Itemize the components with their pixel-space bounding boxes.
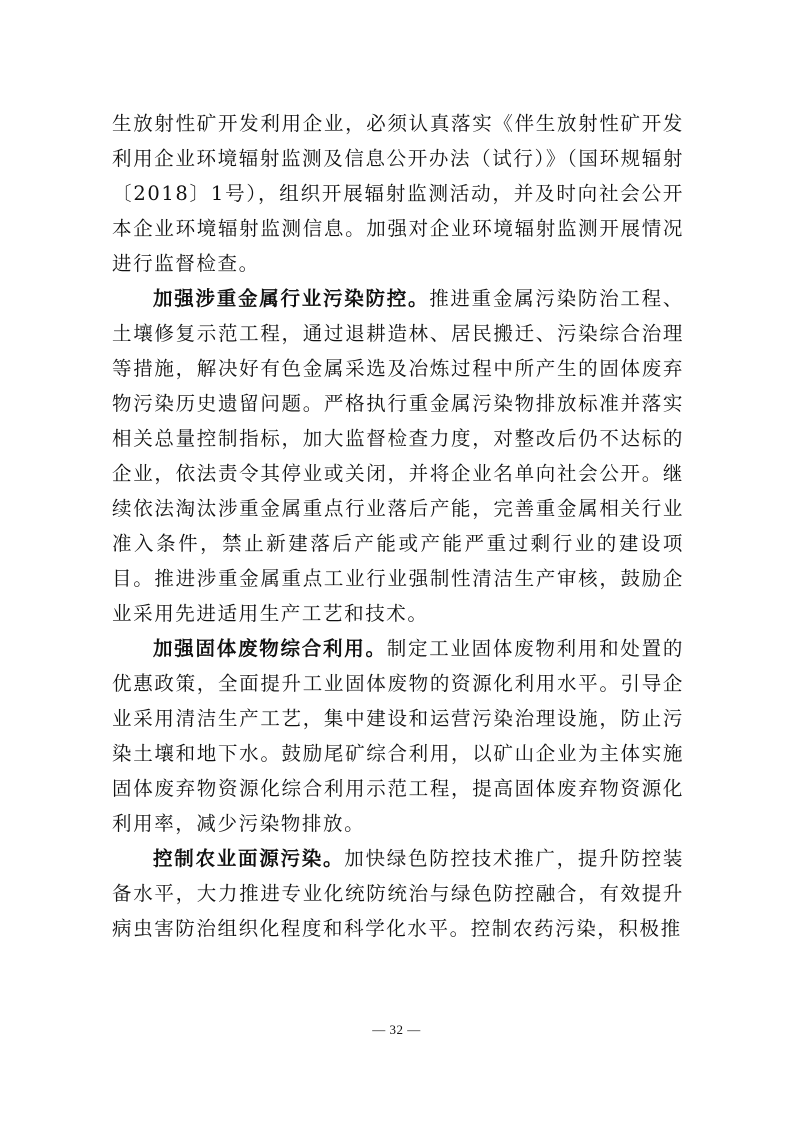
paragraph-heading: 控制农业面源污染。 (153, 847, 345, 870)
paragraph-text: 生放射性矿开发利用企业，必须认真落实《伴生放射性矿开发利用企业环境辐射监测及信息公开办法（试行）》（国环规辐射〔2018〕1号），组织开展辐射监测活动，并及时向社会公开本企业环境辐射监测信息。加强对企业环境辐射监测开展情况进行监督检查。 (112, 112, 684, 275)
page-number: — 32 — (372, 1022, 421, 1037)
body-text (112, 106, 684, 946)
paragraph-agricultural-pollution (112, 841, 684, 946)
paragraph-solid-waste-utilization (112, 631, 684, 841)
paragraph-text: 加快绿色防控技术推广，提升防控装备水平，大力推进专业化统防统治与绿色防控融合，有效提升病虫害防治组织化程度和科学化水平。控制农药污染，积极推 (112, 847, 684, 940)
paragraph-text: 制定工业固体废物利用和处置的优惠政策，全面提升工业固体废物的资源化利用水平。引导企业采用清洁生产工艺，集中建设和运营污染治理设施，防止污染土壤和地下水。鼓励尾矿综合利用，以矿山企业为主体实施固体废弃物资源化综合利用示范工程，提高固体废弃物资源化利用率，减少污染物排放。 (112, 637, 684, 835)
paragraph-heavy-metal-control (112, 281, 684, 631)
paragraph-heading: 加强固体废物综合利用。 (153, 637, 387, 660)
paragraph-radiation-monitoring (112, 106, 684, 281)
paragraph-text: 推进重金属污染防治工程、土壤修复示范工程，通过退耕造林、居民搬迁、污染综合治理等措施，解决好有色金属采选及冶炼过程中所产生的固体废弃物污染历史遗留问题。严格执行重金属污染物排放标准并落实相关总量控制指标，加大监督检查力度，对整改后仍不达标的企业，依法责令其停业或关闭，并将企业名单向社会公开。继续依法淘汰涉重金属重点行业落后产能，完善重金属相关行业准入条件，禁止新建落后产能或产能严重过剩行业的建设项目。推进涉重金属重点工业行业强制性清洁生产审核，鼓励企业采用先进适用生产工艺和技术。 (112, 287, 684, 625)
paragraph-heading: 加强涉重金属行业污染防控。 (153, 287, 430, 310)
